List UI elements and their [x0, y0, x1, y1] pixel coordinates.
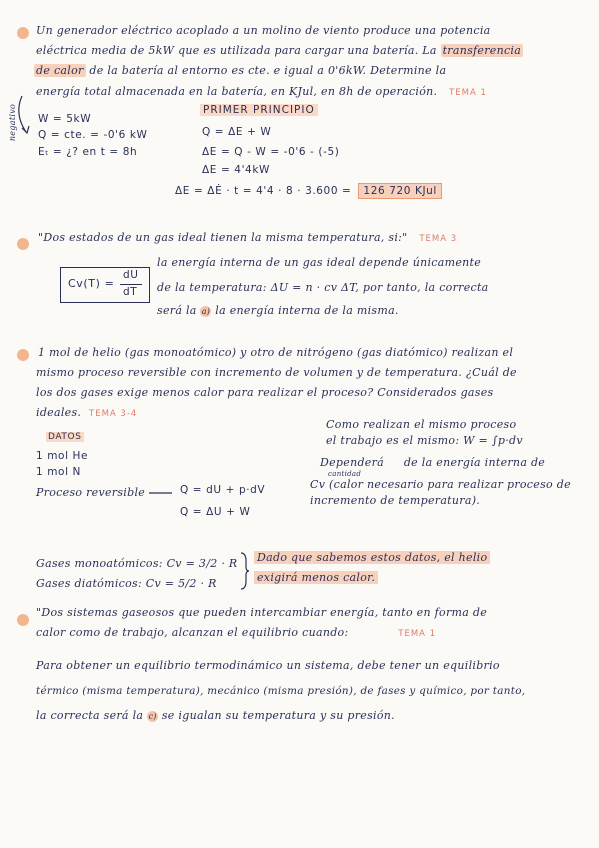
q1-eq-2: ΔE = Q - W = -0'6 - (-5) — [202, 146, 340, 158]
q3-datos-title: DATOS — [48, 432, 82, 442]
q2-exp-3b: la energía interna de la misma. — [215, 304, 399, 317]
q3-dato-1: 1 mol He — [36, 450, 89, 462]
q1-data-1: W = 5kW — [38, 113, 92, 125]
q1-result: 126 720 KJul — [358, 183, 442, 199]
q1-eq-1: Q = ΔE + W — [202, 126, 272, 138]
q4-line-1: "Dos sistemas gaseosos que pueden intercambiar energía, tanto en forma de — [36, 606, 488, 619]
q2-exp-3a: será la — [157, 304, 197, 317]
q1-line-3b: de la batería al entorno es cte. e igual a 0'6kW. Determine la — [89, 64, 447, 77]
q3-mono: Gases monoatómicos: Cv = 3/2 · R — [36, 557, 238, 570]
q3-arrow — [148, 488, 174, 498]
q3-line-4-text: ideales. — [36, 406, 82, 419]
q1-line-4-text: energía total almacenada en la batería, en KJul, en 8h de operación. — [36, 85, 438, 98]
q1-eq-3: ΔE = 4'4kW — [202, 164, 271, 176]
q2-tema-tag: TEMA 3 — [419, 234, 458, 244]
q4-answer-option: c) — [148, 712, 157, 721]
bullet-dot-2 — [17, 238, 29, 250]
q3-line-1: 1 mol de helio (gas monoatómico) y otro de nitrógeno (gas diatómico) realizan el — [38, 346, 514, 359]
q1-eq-4-text: ΔE = ΔĖ · t = 4'4 · 8 · 3.600 = — [175, 185, 352, 197]
q2-line-1-text: "Dos estados de un gas ideal tienen la misma temperatura, si:" — [38, 231, 408, 244]
q3-right-4: Cv (calor necesario para realizar proceso de — [310, 478, 571, 491]
q1-line-2 — [36, 44, 523, 57]
q1-highlight-heat: de calor — [36, 64, 84, 77]
q4-line-2 — [36, 626, 436, 639]
q3-right-3b-text: de la energía interna de — [403, 456, 546, 469]
q3-line-2: mismo proceso reversible con incremento de volumen y de temperatura. ¿Cuál de — [36, 366, 517, 379]
q1-line-4 — [36, 85, 487, 98]
q4-answer-3 — [36, 709, 395, 722]
q3-conclusion-2: exigirá menos calor. — [254, 571, 378, 584]
q3-conclusion-1: Dado que sabemos estos datos, el helio — [254, 551, 490, 564]
q2-formula-lhs: Cv(T) = — [68, 277, 115, 290]
q2-formula-den: dT — [123, 286, 138, 298]
q3-brace — [238, 551, 250, 591]
q4-line-2-text: calor como de trabajo, alcanzan el equilibrio cuando: — [36, 626, 349, 639]
q1-data-2: Q = cte. = -0'6 kW — [38, 129, 148, 141]
q1-principle-title: PRIMER PRINCIPIO — [200, 104, 318, 116]
q2-formula-num: dU — [123, 269, 139, 281]
q3-right-5: incremento de temperatura). — [310, 494, 481, 507]
q1-side-note: negativo — [8, 103, 18, 142]
q2-exp-1: la energía interna de un gas ideal depende únicamente — [157, 256, 482, 269]
q1-highlight-transfer: transferencia — [442, 44, 522, 57]
q4-answer-3b: se igualan su temperatura y su presión. — [161, 709, 395, 722]
q3-line-3: los dos gases exige menos calor para realizar el proceso? Considerados gases — [36, 386, 494, 399]
bullet-dot-1 — [17, 27, 29, 39]
q3-cantidad-note: cantidad — [328, 470, 362, 478]
q3-eq-b: Q = ΔU + W — [180, 506, 251, 518]
q1-line-1: Un generador eléctrico acoplado a un molino de viento produce una potencia — [36, 24, 491, 37]
q1-data-3: Eₜ = ¿? en t = 8h — [38, 146, 138, 158]
q1-line-2a: eléctrica media de 5kW que es utilizada para cargar una batería. La — [36, 44, 437, 57]
q3-dato-2: 1 mol N — [36, 466, 81, 478]
q2-exp-3 — [157, 304, 399, 317]
q3-dia: Gases diatómicos: Cv = 5/2 · R — [36, 577, 217, 590]
q3-right-2: el trabajo es el mismo: W = ∫p·dv — [326, 434, 523, 447]
q3-right-3 — [320, 456, 545, 469]
q2-exp-2: de la temperatura: ΔU = n · cv ΔT, por tanto, la correcta — [157, 281, 489, 294]
q3-tema-tag: TEMA 3-4 — [89, 409, 138, 419]
q3-right-3-text: Dependerá — [320, 456, 385, 469]
bullet-dot-3 — [17, 349, 29, 361]
q3-eq-a: Q = dU + p·dV — [180, 484, 266, 496]
q2-formula-fraction-bar — [120, 284, 142, 285]
q1-tema-tag: TEMA 1 — [449, 88, 487, 98]
q3-proceso: Proceso reversible — [36, 486, 146, 499]
q3-line-4 — [36, 406, 137, 419]
bullet-dot-4 — [17, 614, 29, 626]
q3-right-1: Como realizan el mismo proceso — [326, 418, 517, 431]
q4-tema-tag: TEMA 1 — [398, 629, 437, 639]
q2-answer-option: a) — [201, 307, 211, 316]
q4-answer-3a: la correcta será la — [36, 709, 144, 722]
q4-answer-1: Para obtener un equilibrio termodinámico un sistema, debe tener un equilibrio — [36, 659, 500, 672]
q1-eq-4 — [175, 185, 442, 197]
q4-answer-2: térmico (misma temperatura), mecánico (misma presión), de fases y químico, por tanto, — [36, 685, 526, 697]
q1-line-3 — [34, 64, 446, 77]
q2-line-1 — [38, 231, 457, 244]
